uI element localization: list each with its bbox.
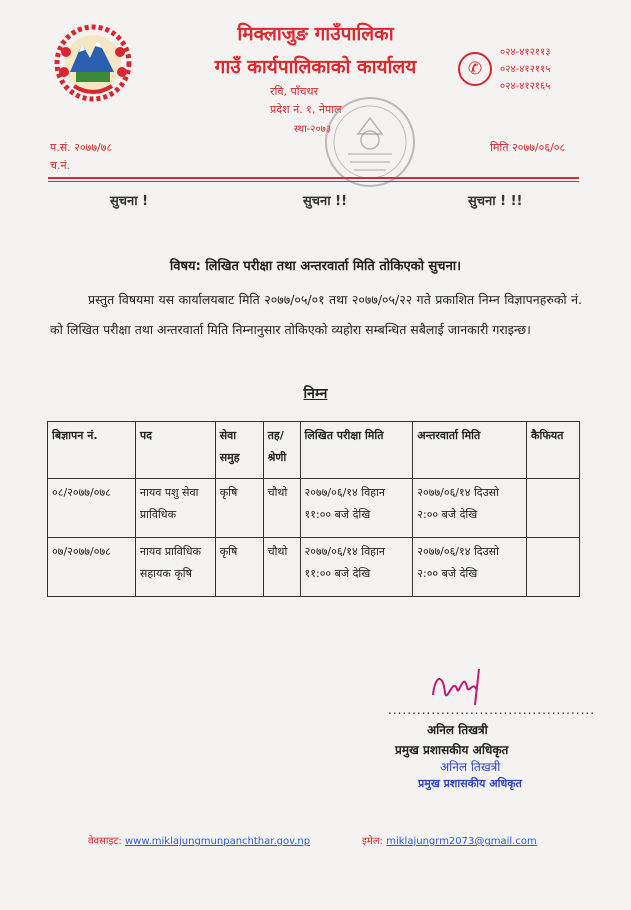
subject-line xyxy=(0,256,631,274)
table-cell: ०८/२०७७/०७८ xyxy=(48,479,136,538)
signature-line: ........................................... xyxy=(388,703,596,717)
footer-email xyxy=(362,833,537,847)
table-header-row xyxy=(48,422,580,479)
table-cell: चौथो xyxy=(263,538,300,597)
header-divider-thin xyxy=(48,181,579,182)
table-cell: २०७७/०६/१४ दिउसो २:०० बजे देखि xyxy=(413,538,527,597)
table-cell: २०७७/०६/१४ दिउसो २:०० बजे देखि xyxy=(413,479,527,538)
email-link[interactable]: miklajungrm2073@gmail.com xyxy=(386,836,537,847)
notice-label: सुचना ! xyxy=(110,194,149,209)
col-header: कैफियत xyxy=(527,422,580,479)
footer-website xyxy=(88,833,310,847)
org-name-line2: गाउँ कार्यपालिकाको कार्यालय xyxy=(214,56,417,78)
table-cell: नायव पशु सेवा प्राविधिक xyxy=(135,479,215,538)
subject-text: लिखित परीक्षा तथा अन्तरवार्ता मिति तोकिएको सुचना। xyxy=(205,259,462,274)
org-province-line: प्रदेश नं. १, नेपाल xyxy=(270,103,342,116)
phone-number: ०२४-४१२१६५ xyxy=(500,81,551,92)
phone-icon: ✆ xyxy=(458,52,492,86)
col-header: तह/ श्रेणी xyxy=(263,422,300,479)
signatory-title: प्रमुख प्रशासकीय अधिकृत xyxy=(395,743,509,757)
notice-label: सुचना !! xyxy=(303,194,348,209)
email-label: इमेल: xyxy=(362,836,384,847)
subject-label: विषय: xyxy=(169,259,201,274)
phone-numbers xyxy=(500,44,550,95)
reference-number: प.सं. २०७७/७८ xyxy=(50,141,113,154)
table-row xyxy=(48,479,580,538)
letter-date: मिति २०७७/०६/०८ xyxy=(490,141,566,154)
stamp-title: प्रमुख प्रशासकीय अधिकृत xyxy=(418,777,522,790)
org-address-line: रवि, पाँचथर xyxy=(270,85,319,98)
table-cell xyxy=(527,538,580,597)
table-cell: चौथो xyxy=(263,479,300,538)
org-name-line1: मिक्लाजुङ गाउँपालिका xyxy=(237,23,394,45)
table-cell xyxy=(527,479,580,538)
table-cell: २०७७/०६/१४ विहान ११:०० बजे देखि xyxy=(300,538,413,597)
website-link[interactable]: www.miklajungmunpanchthar.gov.np xyxy=(124,836,311,847)
dispatch-number: च.नं. xyxy=(50,159,71,172)
signatory-name: अनिल तिखत्री xyxy=(427,723,488,737)
col-header: सेवा समुह xyxy=(215,422,263,479)
stamp-name: अनिल तिखत्री xyxy=(440,760,501,774)
body-paragraph xyxy=(50,285,582,345)
table-row xyxy=(48,538,580,597)
col-header: पद xyxy=(135,422,215,479)
exam-schedule-table xyxy=(47,421,580,597)
website-label: वेवसाइट: xyxy=(88,836,122,847)
phone-number: ०२४-४१२११३ xyxy=(500,47,551,58)
body-text: प्रस्तुत विषयमा यस कार्यालयबाट मिति २०७७/०५/०१ तथा २०७७/०५/२२ गते प्रकाशित निम्न विज्ञापनहरुको नं. को लिखित परीक्षा तथा अन्तरवार्ता मिति निम्नानुसार तोकिएको व्यहोरा सम्बन्धित सबैलाई जानकारी गराइन्छ। xyxy=(50,292,582,337)
table-cell: २०७७/०६/१४ विहान ११:०० बजे देखि xyxy=(300,479,413,538)
table-heading: निम्न xyxy=(303,386,328,402)
col-header: बिज्ञापन नं. xyxy=(48,422,136,479)
table-cell: कृषि xyxy=(215,538,263,597)
table-cell: कृषि xyxy=(215,479,263,538)
notice-label: सुचना ! !! xyxy=(468,194,523,209)
org-established-line: स्था-२०७३ xyxy=(294,124,332,135)
col-header: अन्तरवार्ता मिति xyxy=(413,422,527,479)
phone-number: ०२४-४१२११५ xyxy=(500,64,551,75)
col-header: लिखित परीक्षा मिति xyxy=(300,422,413,479)
table-cell: नायव प्राविधिक सहायक कृषि xyxy=(135,538,215,597)
table-cell: ०७/२०७७/०७८ xyxy=(48,538,136,597)
header-divider xyxy=(48,177,579,179)
